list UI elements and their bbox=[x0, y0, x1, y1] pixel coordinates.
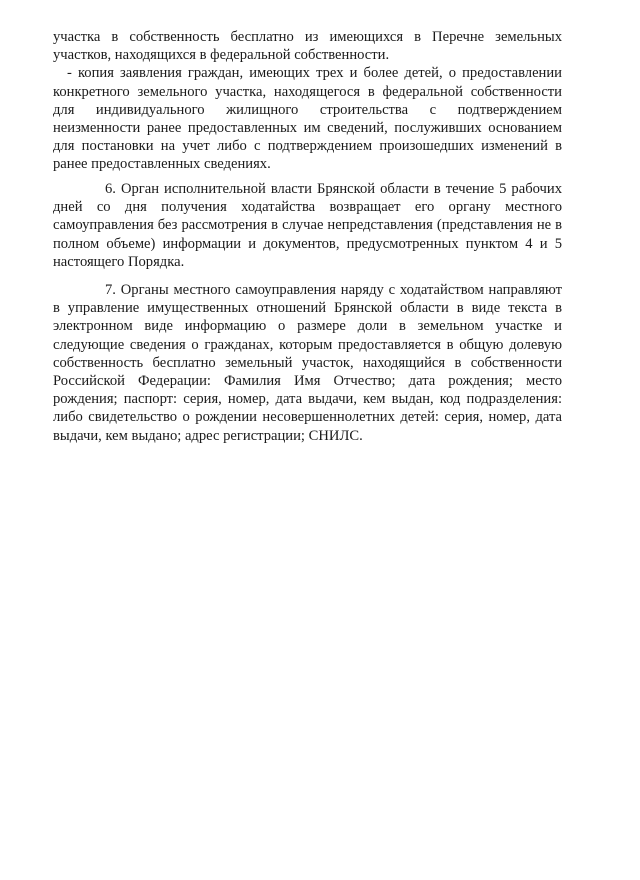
paragraph-item-7: 7. Органы местного самоуправления наряду с ходатайством направляют в управление имущественных отношений Брянской области в виде текста в электронном виде информацию о размере доли в земельном участке и следующие сведения о гражданах, которым предоставляется в общую долевую собственность бесплатно земельный участок, находящийся в собственности Российской Федерации: Фамилия Имя Отчество; дата рождения; место рождения; паспорт: серия, номер, дата выдачи, кем выдан, код подразделения: либо свидетельство о рождении несовершеннолетних детей: серия, номер, дата выдачи, кем выдано; адрес регистрации; СНИЛС. bbox=[53, 282, 562, 444]
continuation-paragraph: участка в собственность бесплатно из имеющихся в Перечне земельных участков, находящихся в федеральной собственности. bbox=[53, 29, 562, 64]
document-section-item-6 bbox=[53, 180, 562, 271]
document-section-item-7 bbox=[53, 281, 562, 445]
paragraph-item-6: 6. Орган исполнительной власти Брянской области в течение 5 рабочих дней со дня получения ходатайства возвращает его органу местного самоуправления без рассмотрения в случае непредставления (представления не в полном объеме) информации и документов, предусмотренных пунктом 4 и 5 настоящего Порядка. bbox=[53, 181, 562, 270]
document-section-top bbox=[53, 28, 562, 174]
bullet-paragraph: - копия заявления граждан, имеющих трех и более детей, о предоставлении конкретного земельного участка, находящегося в федеральной собственности для индивидуального жилищного строительства с подтверждением неизменности ранее предоставленных им сведений, послуживших основанием для постановки на учет либо с подтверждением произошедших изменений в ранее предоставленных сведениях. bbox=[53, 65, 562, 173]
